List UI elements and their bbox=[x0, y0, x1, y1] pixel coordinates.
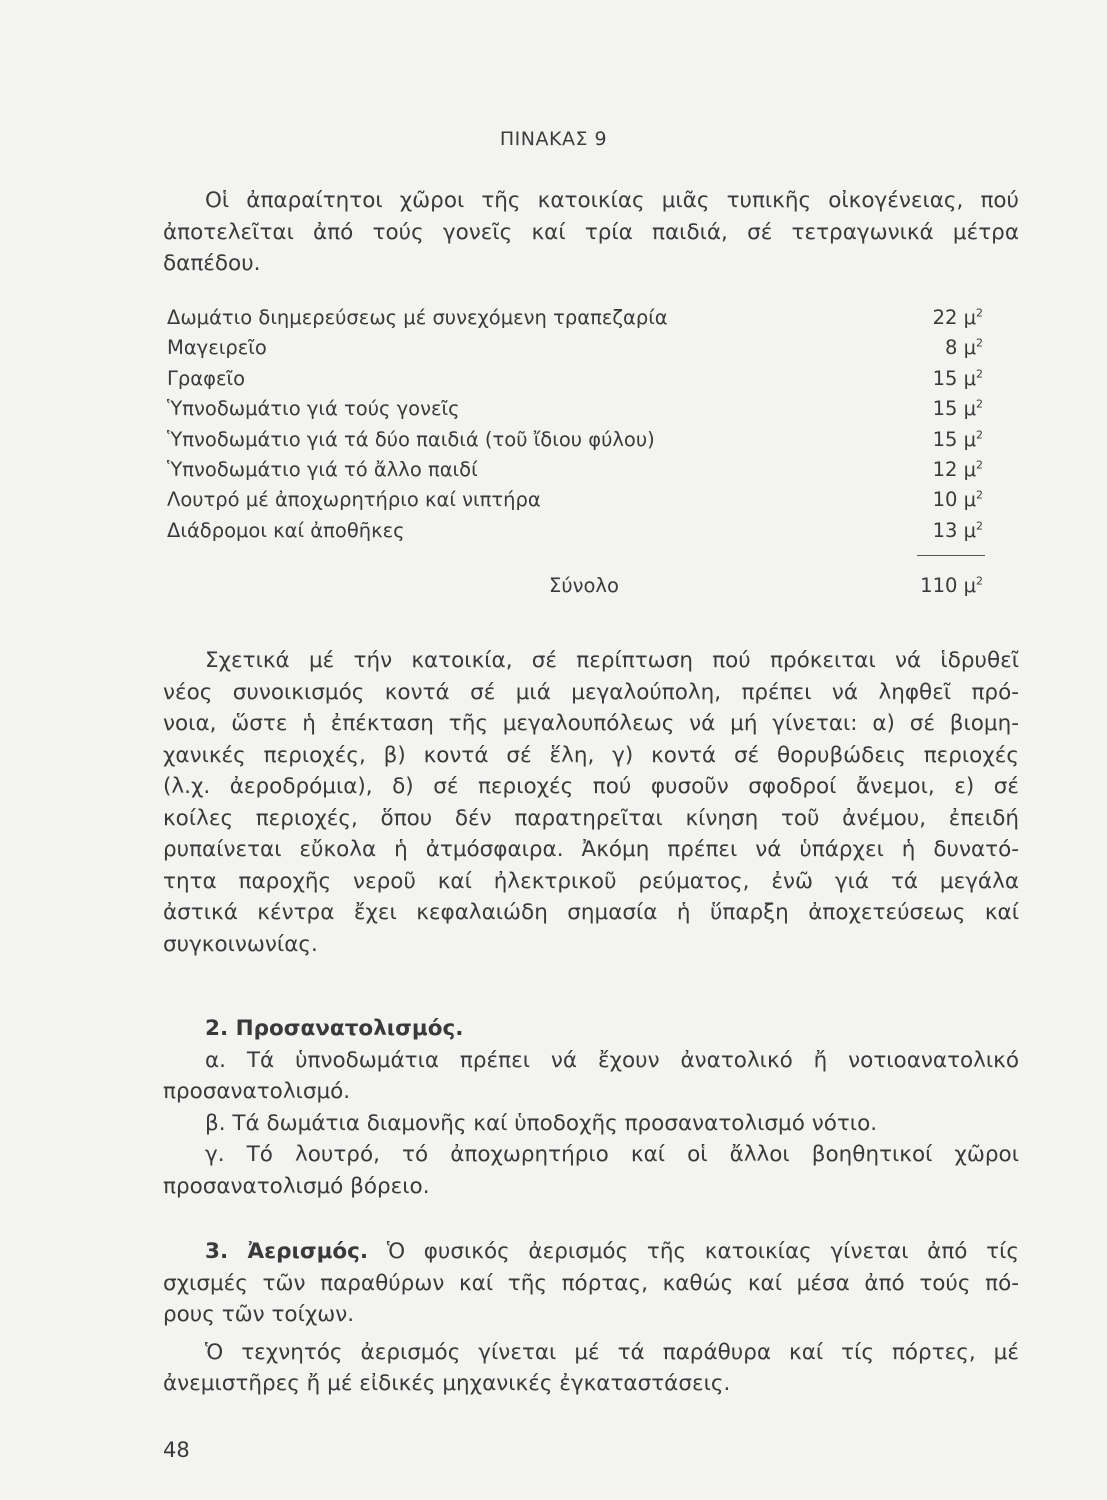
total-row bbox=[0, 574, 1107, 604]
room-area: 13 $\mu^2$ bbox=[932, 518, 983, 542]
section-heading: 3. Ἀερισμός. bbox=[205, 1239, 369, 1264]
paragraph-line: 3. Ἀερισμός. Ὁ φυσικός ἀερισμός τῆς κατοικίας γίνεται ἀπό τίς bbox=[205, 1239, 1019, 1264]
paragraph-line: γ. Τό λουτρό, τό ἀποχωρητήριο καί οἱ ἄλλοι βοηθητικοί χῶροι bbox=[205, 1142, 1019, 1167]
rooms-table bbox=[167, 306, 983, 549]
section-ventilation bbox=[163, 1236, 1019, 1400]
paragraph-line: τητα παροχῆς νεροῦ καί ἠλεκτρικοῦ ρεύματος, ἐνῶ γιά τά μεγάλα bbox=[163, 868, 1019, 894]
room-label: Διάδρομοι καί ἀποθῆκες bbox=[167, 518, 405, 542]
paragraph-line: β. Τά δωμάτια διαμονῆς καί ὑποδοχῆς προσανατολισμό νότιο. bbox=[205, 1110, 878, 1136]
paragraph-line: Ὁ τεχνητός ἀερισμός γίνεται μέ τά παράθυρα καί τίς πόρτες, μέ bbox=[205, 1339, 1019, 1365]
paragraph-line: ρους τῶν τοίχων. bbox=[163, 1302, 355, 1327]
paragraph-line: ρυπαίνεται εὔκολα ἡ ἀτμόσφαιρα. Ἀκόμη πρέπει νά ὑπάρχει ἡ δυνατό- bbox=[163, 837, 1019, 862]
paragraph-line: Σχετικά μέ τήν κατοικία, σέ περίπτωση πού πρόκειται νά ἱδρυθεῖ bbox=[205, 648, 1019, 673]
table-title: ΠΙΝΑΚΑΣ 9 bbox=[499, 128, 608, 150]
paragraph-line: χανικές περιοχές, β) κοντά σέ ἕλη, γ) κοντά σέ θορυβώδεις περιοχές bbox=[163, 742, 1019, 768]
room-area: 22 $\mu^2$ bbox=[932, 306, 983, 329]
paragraph-line: κοίλες περιοχές, ὅπου δέν παρατηρεῖται κίνηση τοῦ ἀνέμου, ἐπειδή bbox=[163, 805, 1019, 831]
paragraph-line: σχισμές τῶν παραθύρων καί τῆς πόρτας, καθώς καί μέσα ἀπό τούς πό- bbox=[163, 1270, 1019, 1296]
table-row bbox=[167, 458, 983, 488]
paragraph-line: ἀνεμιστῆρες ἤ μέ εἰδικές μηχανικές ἐγκαταστάσεις. bbox=[163, 1371, 731, 1396]
paragraph-line: νοια, ὥστε ἡ ἐπέκταση τῆς μεγαλουπόλεως νά μή γίνεται: α) σέ βιομη- bbox=[163, 711, 1019, 736]
location-paragraph bbox=[163, 645, 1019, 960]
room-area: 12 $\mu^2$ bbox=[932, 457, 983, 481]
room-label: Δωμάτιο διημερεύσεως μέ συνεχόμενη τραπεζαρία bbox=[167, 306, 668, 329]
table-row bbox=[167, 488, 983, 518]
paragraph-line: προσανατολισμό. bbox=[163, 1079, 351, 1104]
paragraph-line: α. Τά ὑπνοδωμάτια πρέπει νά ἔχουν ἀνατολικό ἤ νοτιοανατολικό bbox=[205, 1047, 1019, 1073]
total-area: 110 $\mu^2$ bbox=[920, 574, 983, 597]
room-label: Γραφεῖο bbox=[167, 366, 246, 390]
sum-rule bbox=[917, 555, 985, 556]
intro-line: δαπέδου. bbox=[163, 251, 261, 276]
intro-paragraph bbox=[163, 185, 1019, 280]
intro-line: ἀποτελεῖται ἀπό τούς γονεῖς καί τρία παιδιά, σέ τετραγωνικά μέτρα bbox=[163, 219, 1019, 245]
room-label: Ὑπνοδωμάτιο γιά τό ἄλλο παιδί bbox=[167, 457, 478, 481]
paragraph-line: προσανατολισμό βόρειο. bbox=[163, 1173, 430, 1199]
table-row bbox=[167, 397, 983, 427]
table-row bbox=[167, 367, 983, 397]
room-label: Ὑπνοδωμάτιο γιά τά δύο παιδιά (τοῦ ἴδιου φύλου) bbox=[167, 427, 655, 451]
paragraph-line: (λ.χ. ἀεροδρόμια), δ) σέ περιοχές πού φυσοῦν σφοδροί ἄνεμοι, ε) σέ bbox=[163, 774, 1019, 799]
page-number: 48 bbox=[163, 1438, 190, 1462]
section-heading: 2. Προσανατολισμός. bbox=[205, 1016, 464, 1041]
room-area: 15 $\mu^2$ bbox=[932, 397, 983, 421]
room-area: 15 $\mu^2$ bbox=[932, 427, 983, 451]
section-orientation bbox=[163, 1013, 1019, 1202]
room-label: Μαγειρεῖο bbox=[167, 336, 267, 360]
room-label: Λουτρό μέ ἀποχωρητήριο καί νιπτήρα bbox=[167, 488, 541, 512]
paragraph-line: νέος συνοικισμός κοντά σέ μιά μεγαλούπολη, πρέπει νά ληφθεῖ πρό- bbox=[163, 679, 1019, 705]
table-row bbox=[167, 336, 983, 366]
room-area: 8 $\mu^2$ bbox=[944, 336, 983, 360]
room-area: 15 $\mu^2$ bbox=[932, 366, 983, 390]
paragraph-line: ἀστικά κέντρα ἔχει κεφαλαιώδη σημασία ἡ ὕπαρξη ἀποχετεύσεως καί bbox=[163, 900, 1019, 925]
room-area: 10 $\mu^2$ bbox=[932, 488, 983, 512]
table-row bbox=[167, 306, 983, 336]
table-row bbox=[167, 519, 983, 549]
table-row bbox=[167, 428, 983, 458]
intro-line: Οἱ ἀπαραίτητοι χῶροι τῆς κατοικίας μιᾶς τυπικῆς οἰκογένειας, πού bbox=[205, 188, 1019, 213]
total-label: Σύνολο bbox=[549, 574, 619, 597]
room-label: Ὑπνοδωμάτιο γιά τούς γονεῖς bbox=[167, 397, 460, 421]
paragraph-line: συγκοινωνίας. bbox=[163, 931, 318, 957]
